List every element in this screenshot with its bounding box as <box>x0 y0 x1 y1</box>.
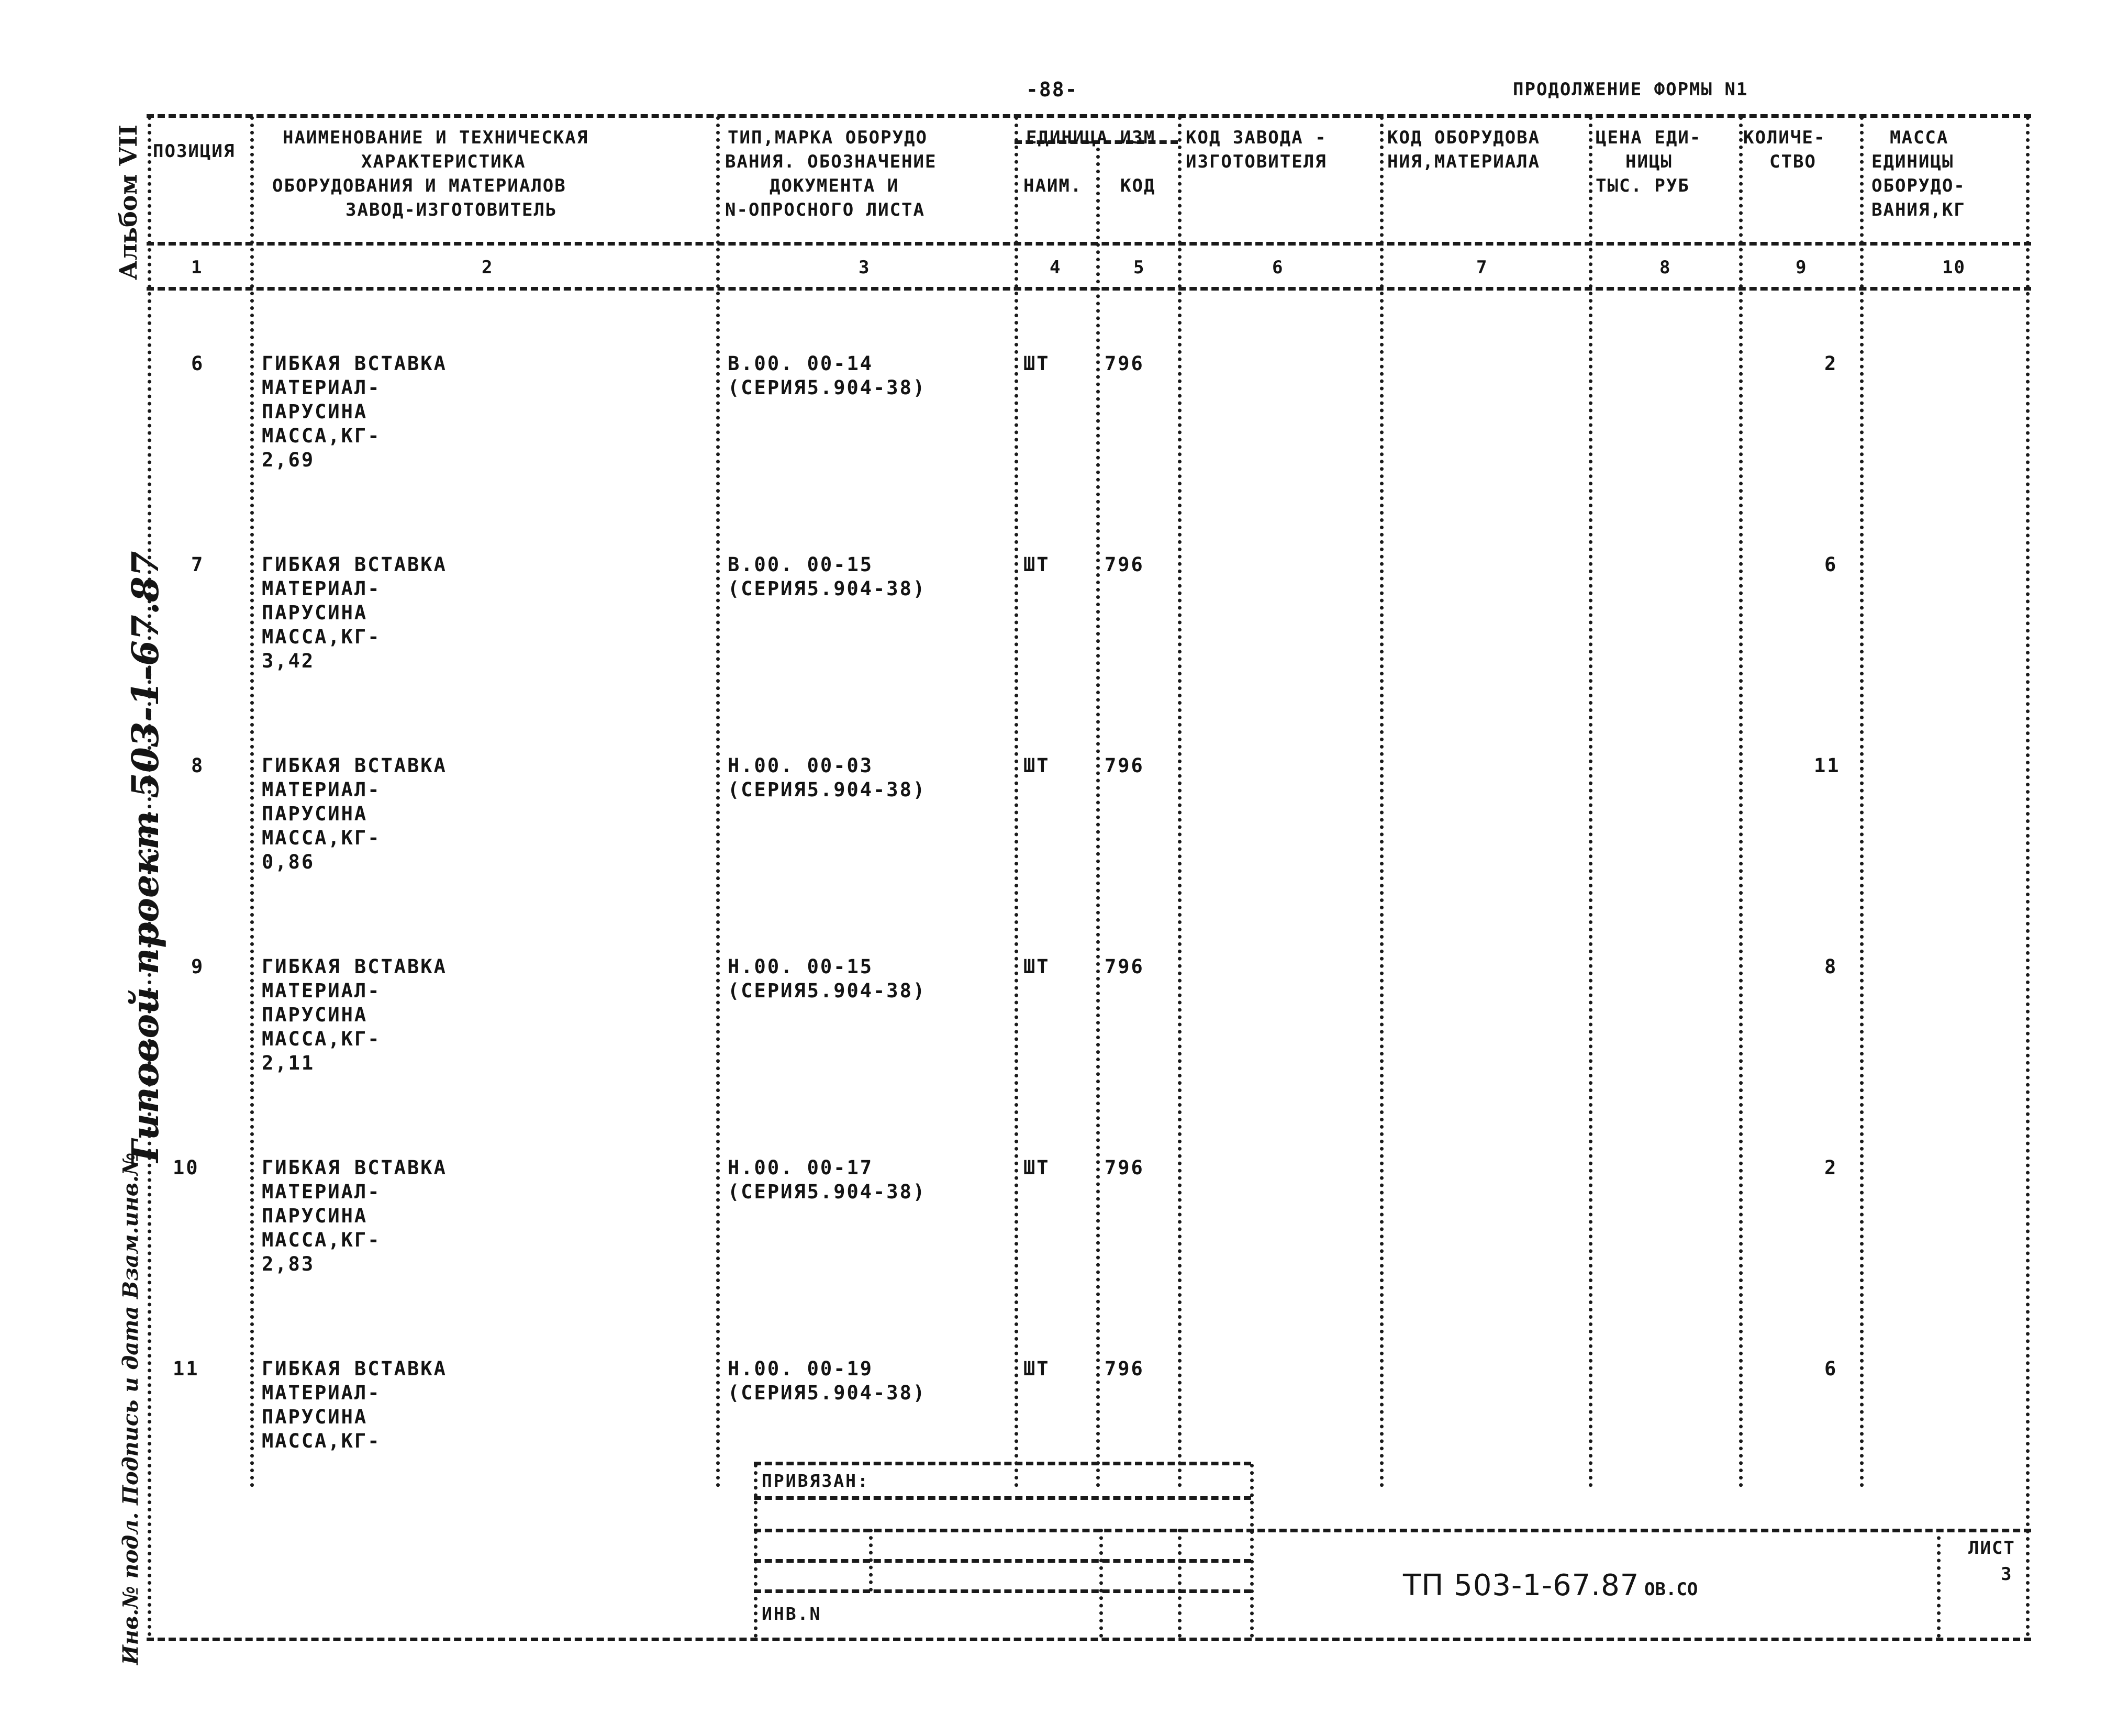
row-quantity: 2 <box>1824 1156 1838 1179</box>
col-divider <box>1739 116 1743 1488</box>
side-label-project: Типовой проект 503-1-67.87 <box>124 551 167 1167</box>
header-col5: КОД <box>1120 175 1156 196</box>
row-material-label: МАТЕРИАЛ- <box>262 1181 381 1203</box>
document-code-suffix: ОВ.СО <box>1644 1579 1698 1600</box>
row-name: ГИБКАЯ ВСТАВКА <box>262 352 447 375</box>
col-divider <box>1860 116 1864 1488</box>
row-name: ГИБКАЯ ВСТАВКА <box>262 553 447 576</box>
col-divider <box>2026 116 2030 1637</box>
side-label-album: Альбом VII <box>114 124 142 280</box>
sheet-number: 3 <box>2001 1564 2013 1585</box>
row-unit: ШТ <box>1023 955 1050 978</box>
row-quantity: 6 <box>1824 553 1838 576</box>
row-type: Н.00. 00-03 <box>728 754 874 777</box>
row-position: 10 <box>173 1156 199 1179</box>
row-quantity: 2 <box>1824 352 1838 375</box>
row-mass-label: МАССА,КГ- <box>262 1028 381 1050</box>
row-material: ПАРУСИНА <box>262 602 368 624</box>
row-material-label: МАТЕРИАЛ- <box>262 778 381 801</box>
header-col4: НАИМ. <box>1023 175 1083 196</box>
col-divider <box>1015 116 1018 1488</box>
col-divider <box>1589 116 1592 1488</box>
rule-numbers-bottom <box>147 287 2031 291</box>
row-material: ПАРУСИНА <box>262 1406 368 1428</box>
row-type: В.00. 00-14 <box>728 352 874 375</box>
row-material: ПАРУСИНА <box>262 400 368 423</box>
continuation-title: ПРОДОЛЖЕНИЕ ФОРМЫ N1 <box>1513 79 1748 100</box>
row-type: Н.00. 00-17 <box>728 1156 874 1179</box>
row-series: (СЕРИЯ5.904-38) <box>728 1382 927 1404</box>
side-label-stamp: Инв.№ подл. Подпись и дата Взам.инв.№ <box>118 1152 143 1665</box>
row-name: ГИБКАЯ ВСТАВКА <box>262 955 447 978</box>
row-quantity: 8 <box>1824 955 1838 978</box>
row-unit: ШТ <box>1023 553 1050 576</box>
row-type: Н.00. 00-15 <box>728 955 874 978</box>
row-quantity: 11 <box>1814 754 1841 777</box>
page-number: -88- <box>1026 78 1078 101</box>
row-code: 796 <box>1105 955 1144 978</box>
row-name: ГИБКАЯ ВСТАВКА <box>262 1357 447 1380</box>
row-type: Н.00. 00-19 <box>728 1357 874 1380</box>
row-position: 8 <box>191 754 205 777</box>
row-position: 9 <box>191 955 205 978</box>
row-code: 796 <box>1105 1156 1144 1179</box>
col-divider <box>148 116 151 1637</box>
row-name: ГИБКАЯ ВСТАВКА <box>262 1156 447 1179</box>
row-position: 7 <box>191 553 205 576</box>
row-unit: ШТ <box>1023 352 1050 375</box>
row-code: 796 <box>1105 754 1144 777</box>
row-material: ПАРУСИНА <box>262 803 368 825</box>
rule-top <box>147 114 2031 118</box>
row-series: (СЕРИЯ5.904-38) <box>728 1181 927 1203</box>
row-quantity: 6 <box>1824 1357 1838 1380</box>
row-unit: ШТ <box>1023 1156 1050 1179</box>
document-code-main: ТП 503-1-67.87 <box>1403 1568 1640 1603</box>
rule-footer <box>147 1638 2031 1641</box>
col-divider <box>1178 116 1182 1488</box>
rule-header-bottom <box>147 242 2031 246</box>
row-name: ГИБКАЯ ВСТАВКА <box>262 754 447 777</box>
row-series: (СЕРИЯ5.904-38) <box>728 778 927 801</box>
header-unit-group: ЕДИНИЦА ИЗМ <box>1026 127 1156 148</box>
row-mass-label: МАССА,КГ- <box>262 1229 381 1251</box>
row-code: 796 <box>1105 553 1144 576</box>
row-code: 796 <box>1105 352 1144 375</box>
row-position: 6 <box>191 352 205 375</box>
row-mass-label: МАССА,КГ- <box>262 827 381 849</box>
row-material-label: МАТЕРИАЛ- <box>262 1382 381 1404</box>
sheet-label: ЛИСТ <box>1968 1538 2015 1559</box>
row-unit: ШТ <box>1023 1357 1050 1380</box>
col-divider <box>1096 140 1100 1488</box>
row-mass: 2,11 <box>262 1052 315 1074</box>
row-material-label: МАТЕРИАЛ- <box>262 376 381 399</box>
row-series: (СЕРИЯ5.904-38) <box>728 577 927 600</box>
col-divider <box>716 116 720 1488</box>
stamp-bound-label: ПРИВЯЗАН: <box>762 1471 870 1491</box>
document-code <box>1403 1568 1698 1603</box>
row-mass: 2,83 <box>262 1253 315 1275</box>
header-col1: ПОЗИЦИЯ <box>153 141 236 162</box>
row-position: 11 <box>173 1357 199 1380</box>
col-divider <box>1380 116 1384 1488</box>
row-material: ПАРУСИНА <box>262 1205 368 1227</box>
stamp-inventory-label: ИНВ.N <box>762 1604 822 1624</box>
row-code: 796 <box>1105 1357 1144 1380</box>
row-mass-label: МАССА,КГ- <box>262 1430 381 1452</box>
row-type: В.00. 00-15 <box>728 553 874 576</box>
row-series: (СЕРИЯ5.904-38) <box>728 980 927 1002</box>
row-mass: 3,42 <box>262 650 315 672</box>
row-unit: ШТ <box>1023 754 1050 777</box>
row-mass-label: МАССА,КГ- <box>262 626 381 648</box>
row-mass-label: МАССА,КГ- <box>262 425 381 447</box>
row-material-label: МАТЕРИАЛ- <box>262 980 381 1002</box>
row-material: ПАРУСИНА <box>262 1004 368 1026</box>
col-divider <box>250 116 254 1488</box>
row-material-label: МАТЕРИАЛ- <box>262 577 381 600</box>
row-series: (СЕРИЯ5.904-38) <box>728 376 927 399</box>
row-mass: 2,69 <box>262 449 315 471</box>
row-mass: 0,86 <box>262 851 315 873</box>
